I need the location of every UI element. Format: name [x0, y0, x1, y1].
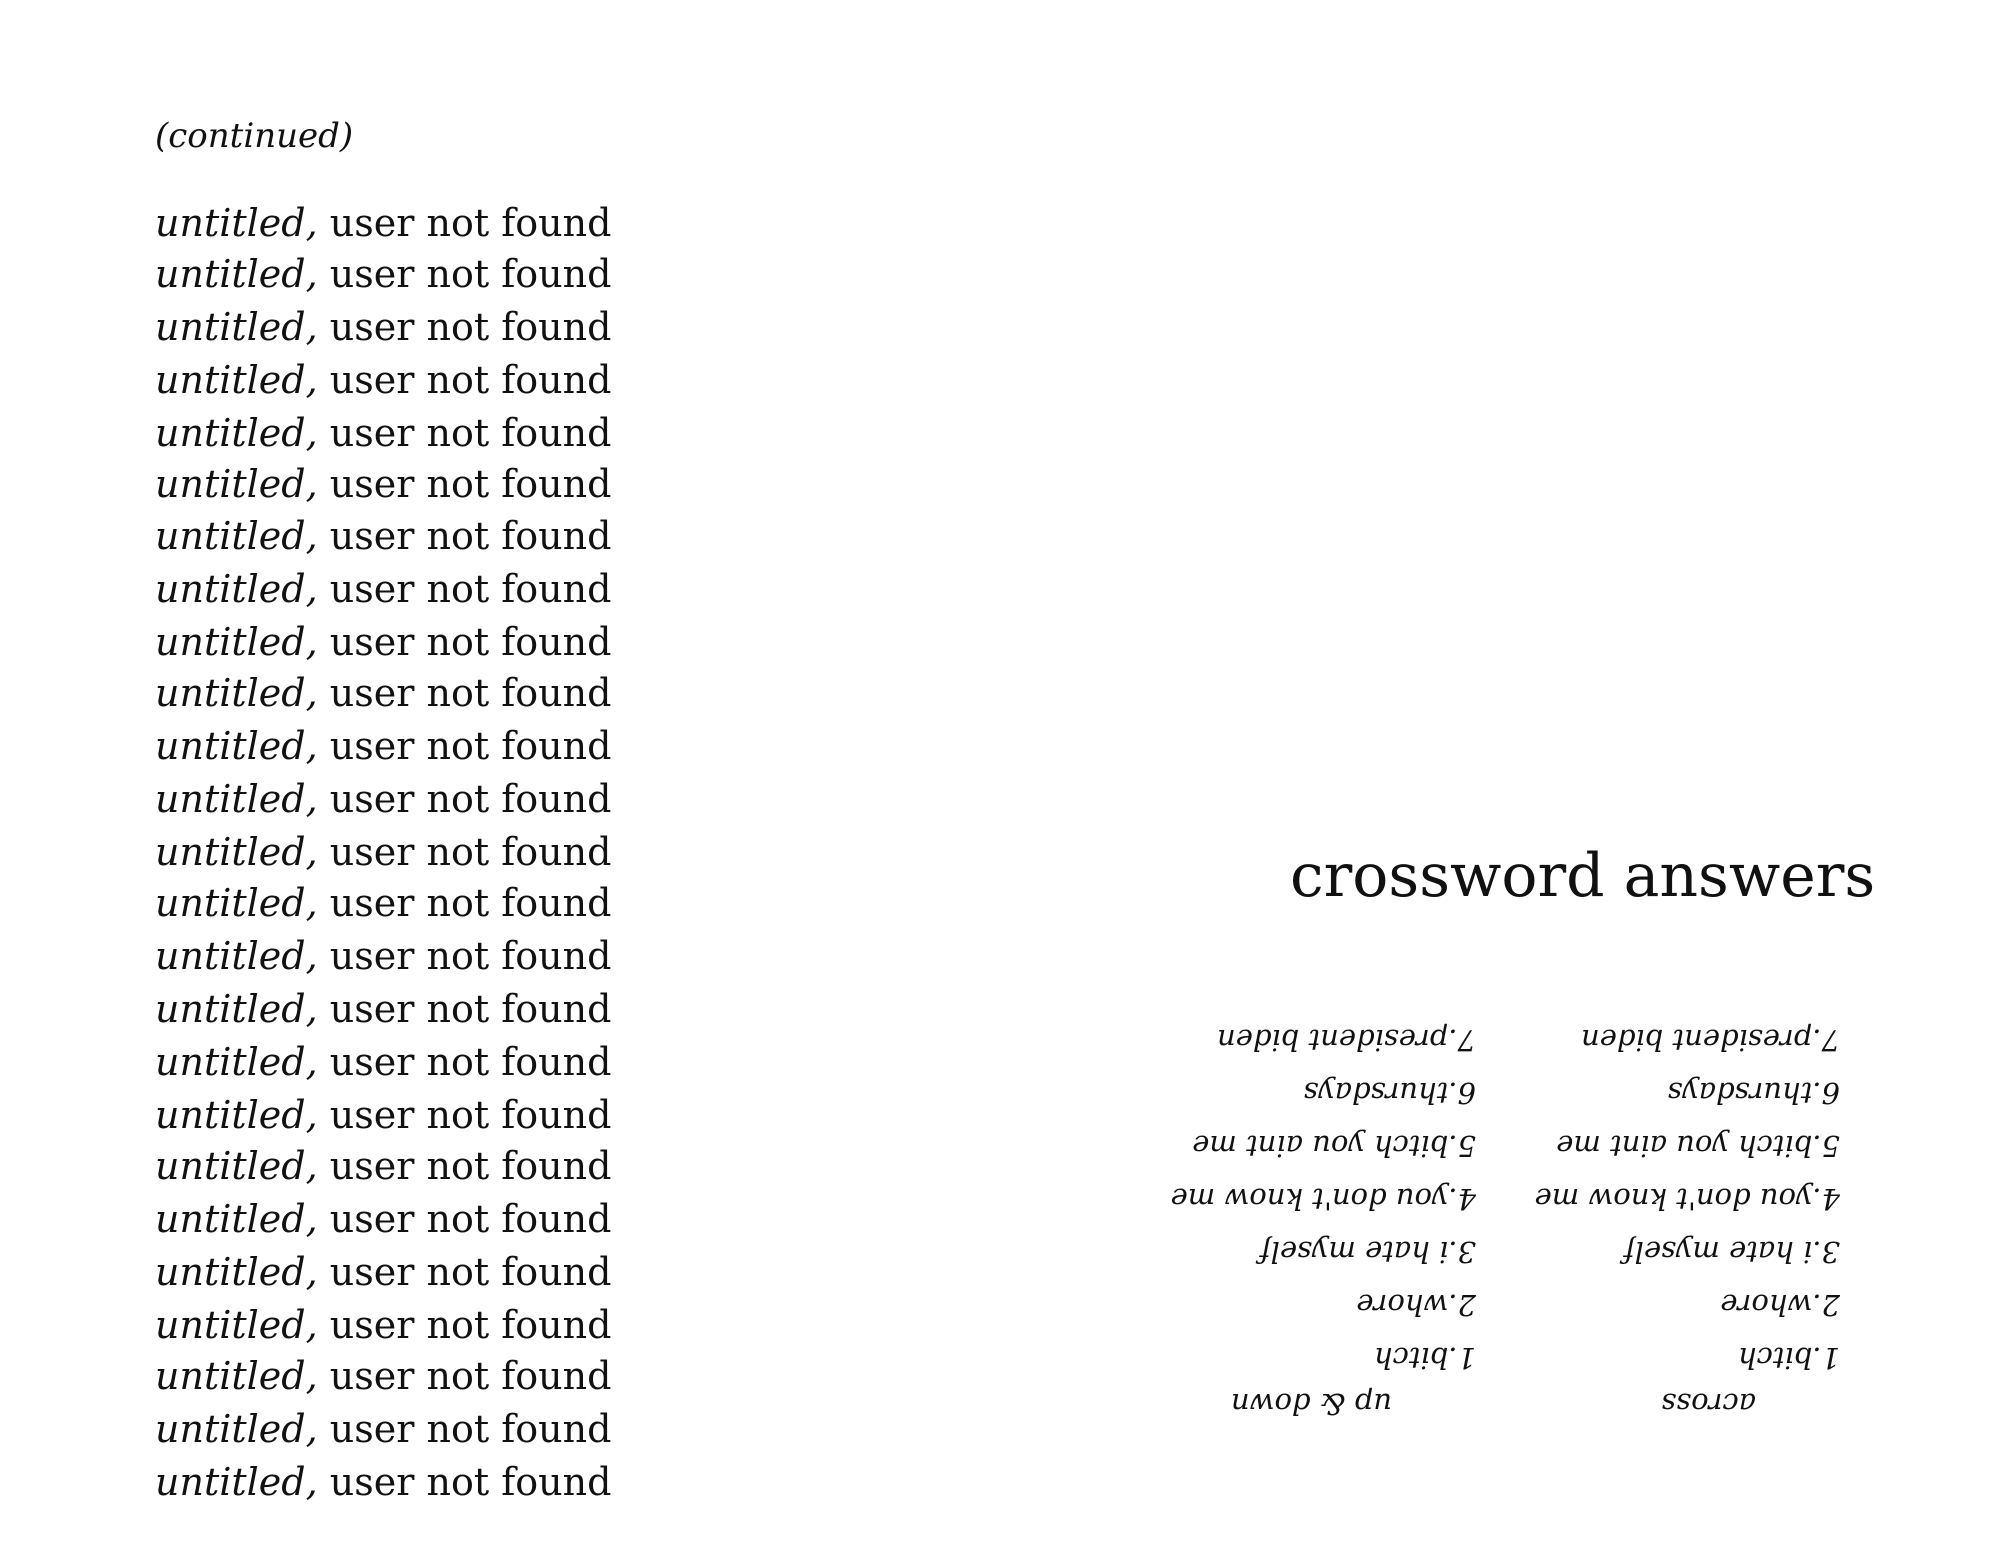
- entry-author: user not found: [329, 1407, 612, 1451]
- entry-title: untitled,: [155, 671, 318, 715]
- entry-line: [155, 407, 611, 459]
- entry-title: untitled,: [155, 305, 318, 349]
- entry-title: untitled,: [155, 358, 318, 402]
- entry-line: [155, 1089, 611, 1141]
- up-down-answer: 1.bitch: [1373, 1341, 1476, 1375]
- entry-author: user not found: [329, 881, 612, 925]
- entry-author: user not found: [329, 1460, 612, 1504]
- entry-line: [155, 983, 611, 1035]
- up-down-answer: 6.thursdays: [1303, 1076, 1476, 1110]
- entry-title: untitled,: [155, 411, 318, 455]
- entry-title: untitled,: [155, 567, 318, 611]
- entry-author: user not found: [329, 305, 612, 349]
- up-down-answer: 7.president biden: [1217, 1023, 1476, 1057]
- entry-author: user not found: [329, 1303, 612, 1347]
- entry-title: untitled,: [155, 462, 318, 506]
- entry-author: user not found: [329, 462, 612, 506]
- entry-title: untitled,: [155, 1197, 318, 1241]
- entry-author: user not found: [329, 620, 612, 664]
- entry-title: untitled,: [155, 1303, 318, 1347]
- entry-author: user not found: [329, 934, 612, 978]
- entry-author: user not found: [329, 514, 612, 558]
- entry-author: user not found: [329, 1040, 612, 1084]
- entry-author: user not found: [329, 252, 612, 296]
- entry-title: untitled,: [155, 987, 318, 1031]
- entry-line: [155, 354, 611, 406]
- entry-author: user not found: [329, 1250, 612, 1294]
- entry-author: user not found: [329, 1144, 612, 1188]
- entry-author: user not found: [329, 987, 612, 1031]
- page-heading: crossword answers: [1290, 841, 1876, 911]
- entry-title: untitled,: [155, 1040, 318, 1084]
- entry-line: [155, 773, 611, 825]
- entry-line: [155, 1246, 611, 1298]
- entry-line: [155, 720, 611, 772]
- entry-title: untitled,: [155, 1354, 318, 1398]
- right-page: [1000, 0, 2000, 1545]
- entry-title: untitled,: [155, 1093, 318, 1137]
- entry-line: [155, 197, 611, 249]
- entry-line: [155, 1299, 611, 1351]
- up-down-answer: 4.you don't know me: [1170, 1182, 1476, 1216]
- entry-line: [155, 1456, 611, 1508]
- entry-line: [155, 1193, 611, 1245]
- entry-title: untitled,: [155, 201, 318, 245]
- entry-title: untitled,: [155, 514, 318, 558]
- entry-author: user not found: [329, 724, 612, 768]
- entry-line: [155, 1350, 611, 1402]
- up-down-answer: 5.bitch you aint me: [1192, 1129, 1476, 1163]
- entry-line: [155, 826, 611, 878]
- across-answer: 3.i hate myself: [1623, 1235, 1840, 1269]
- across-answer: 6.thursdays: [1667, 1076, 1840, 1110]
- entry-author: user not found: [329, 777, 612, 821]
- entry-title: untitled,: [155, 724, 318, 768]
- entry-title: untitled,: [155, 1250, 318, 1294]
- entry-author: user not found: [329, 830, 612, 874]
- entry-line: [155, 616, 611, 668]
- upside-down-answers: [1170, 1004, 1840, 1424]
- entry-title: untitled,: [155, 777, 318, 821]
- entry-title: untitled,: [155, 252, 318, 296]
- entry-title: untitled,: [155, 830, 318, 874]
- entry-line: [155, 667, 611, 719]
- entry-title: untitled,: [155, 1460, 318, 1504]
- entry-line: [155, 930, 611, 982]
- entry-line: [155, 1140, 611, 1192]
- entry-title: untitled,: [155, 881, 318, 925]
- entry-title: untitled,: [155, 1407, 318, 1451]
- continued-label: (continued): [155, 116, 354, 156]
- entry-line: [155, 458, 611, 510]
- entry-title: untitled,: [155, 934, 318, 978]
- entry-author: user not found: [329, 1354, 612, 1398]
- entry-line: [155, 1036, 611, 1088]
- entry-author: user not found: [329, 358, 612, 402]
- entry-line: [155, 248, 611, 300]
- across-answer: 4.you don't know me: [1534, 1182, 1840, 1216]
- across-header: across: [1661, 1387, 1756, 1421]
- entry-author: user not found: [329, 1197, 612, 1241]
- up-down-answer: 3.i hate myself: [1259, 1235, 1476, 1269]
- entry-title: untitled,: [155, 620, 318, 664]
- across-answer: 2.whore: [1720, 1288, 1840, 1322]
- entry-author: user not found: [329, 1093, 612, 1137]
- up-down-answer: 2.whore: [1356, 1288, 1476, 1322]
- entry-line: [155, 1403, 611, 1455]
- entry-author: user not found: [329, 411, 612, 455]
- across-answer: 1.bitch: [1737, 1341, 1840, 1375]
- up-down-header: up & down: [1230, 1387, 1392, 1421]
- entry-title: untitled,: [155, 1144, 318, 1188]
- entry-line: [155, 510, 611, 562]
- across-answer: 5.bitch you aint me: [1556, 1129, 1840, 1163]
- entry-line: [155, 563, 611, 615]
- entry-line: [155, 877, 611, 929]
- across-answer: 7.president biden: [1581, 1023, 1840, 1057]
- entry-author: user not found: [329, 567, 612, 611]
- entry-line: [155, 301, 611, 353]
- entry-author: user not found: [329, 671, 612, 715]
- entry-author: user not found: [329, 201, 612, 245]
